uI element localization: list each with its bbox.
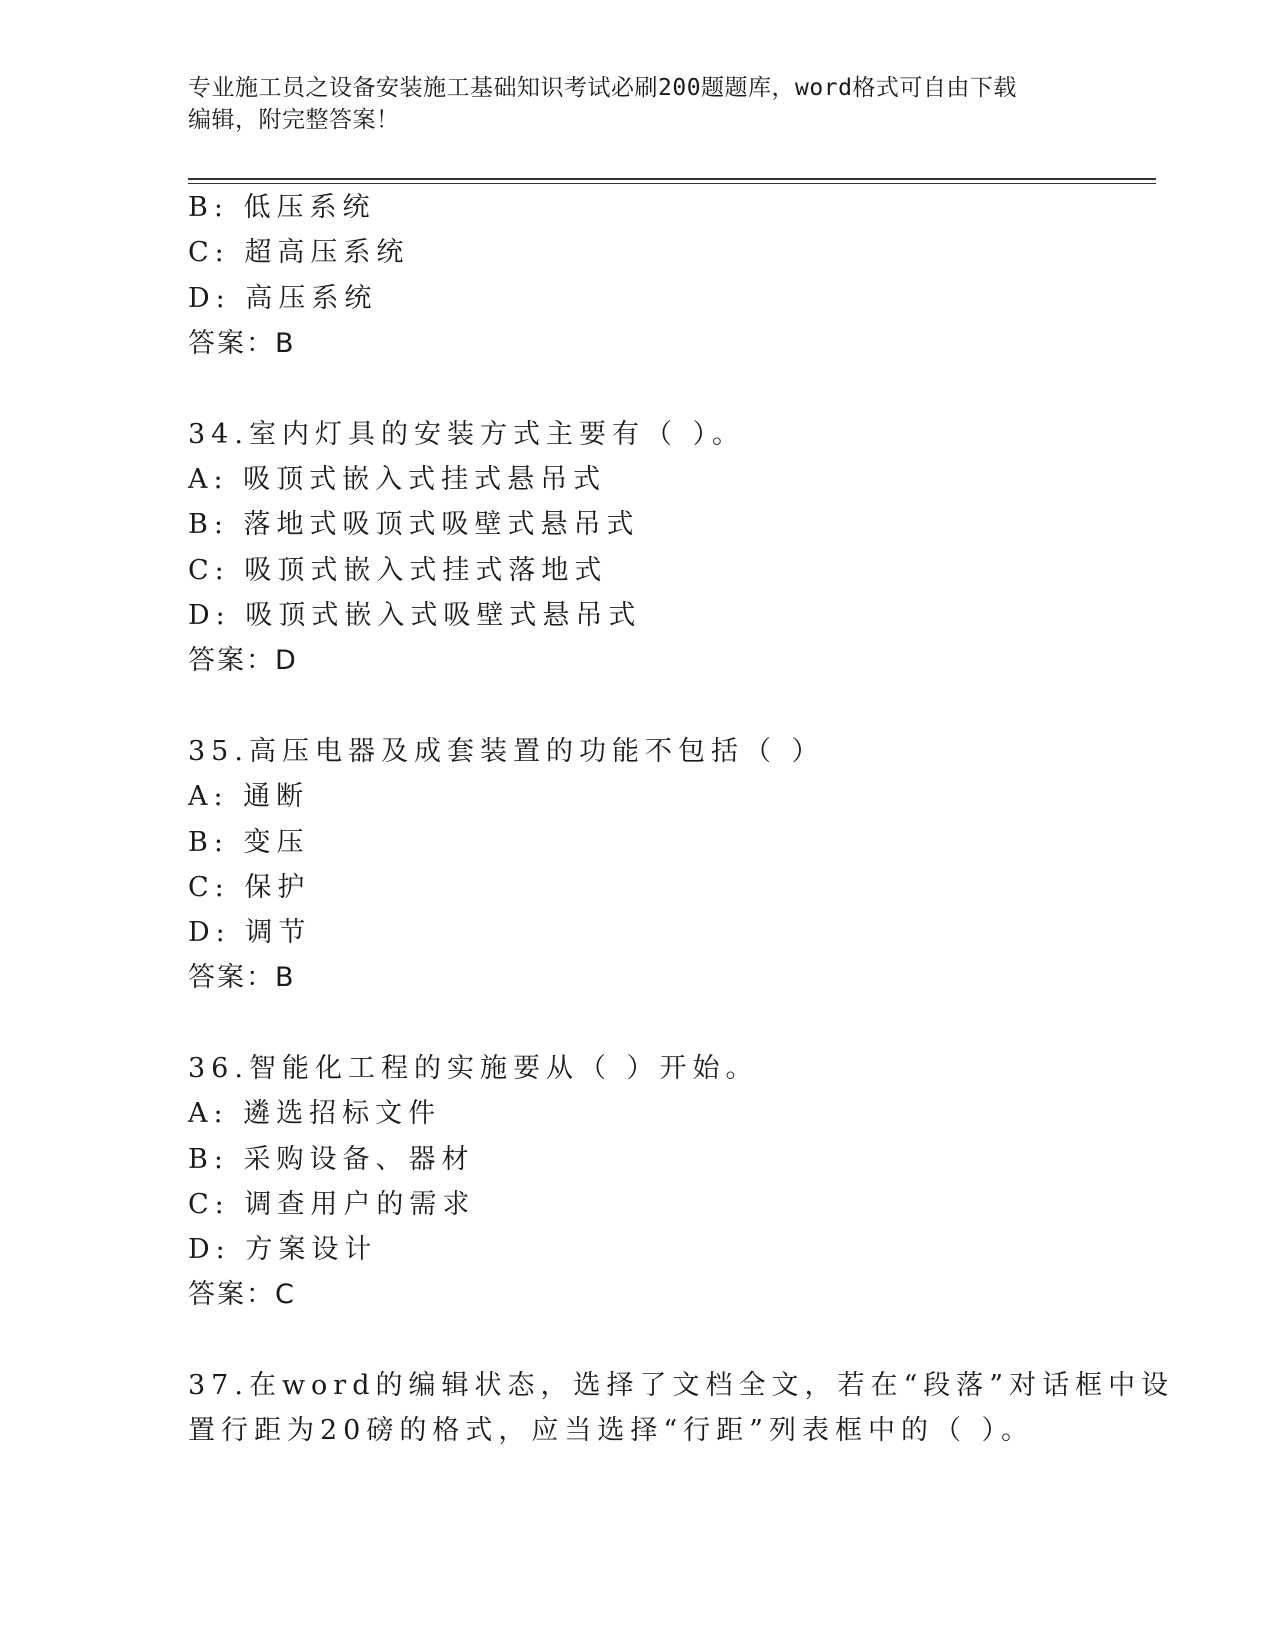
q36-question: 36.智能化工程的实施要从（ ）开始。	[188, 1053, 759, 1084]
q34-question: 34.室内灯具的安装方式主要有（ ）。	[188, 419, 746, 450]
header-line-1: 专业施工员之设备安装施工基础知识考试必刷200题题库，word格式可自由下载	[188, 75, 1017, 101]
q35-option-c: C: 保护	[188, 872, 311, 903]
q35-option-a: A: 通断	[188, 781, 310, 812]
q33-option-d: D: 高压系统	[188, 283, 378, 314]
q34-option-c: C: 吸顶式嵌入式挂式落地式	[188, 555, 608, 586]
header-divider-bottom	[188, 183, 1156, 184]
q35-question: 35.高压电器及成套装置的功能不包括（ ）	[188, 736, 825, 767]
q36-option-d: D: 方案设计	[188, 1234, 378, 1265]
q35-option-b: B: 变压	[188, 827, 310, 858]
q34-option-a: A: 吸顶式嵌入式挂式悬吊式	[188, 464, 607, 495]
q33-answer: 答案：B	[188, 328, 296, 359]
q34-option-b: B: 落地式吸顶式吸壁式悬吊式	[188, 509, 640, 540]
q37-question-line-2: 置行距为20磅的格式，应当选择“行距”列表框中的（ ）。	[188, 1415, 1035, 1446]
q36-option-b: B: 采购设备、器材	[188, 1144, 475, 1175]
header-line-2: 编辑，附完整答案！	[188, 107, 400, 133]
q35-answer: 答案：B	[188, 962, 296, 993]
q34-option-d: D: 吸顶式嵌入式吸壁式悬吊式	[188, 600, 642, 631]
q35-option-d: D: 调节	[188, 917, 312, 948]
header-divider-top	[188, 178, 1156, 180]
q33-option-b: B: 低压系统	[188, 192, 376, 223]
document-header	[188, 72, 1088, 136]
q36-option-a: A: 遴选招标文件	[188, 1098, 442, 1129]
q37-question-line-1: 37.在word的编辑状态，选择了文档全文，若在“段落”对话框中设	[188, 1370, 1175, 1401]
q36-option-c: C: 调查用户的需求	[188, 1189, 476, 1220]
q34-answer: 答案：D	[188, 645, 298, 676]
q33-option-c: C: 超高压系统	[188, 237, 410, 268]
q36-answer: 答案：C	[188, 1279, 296, 1310]
